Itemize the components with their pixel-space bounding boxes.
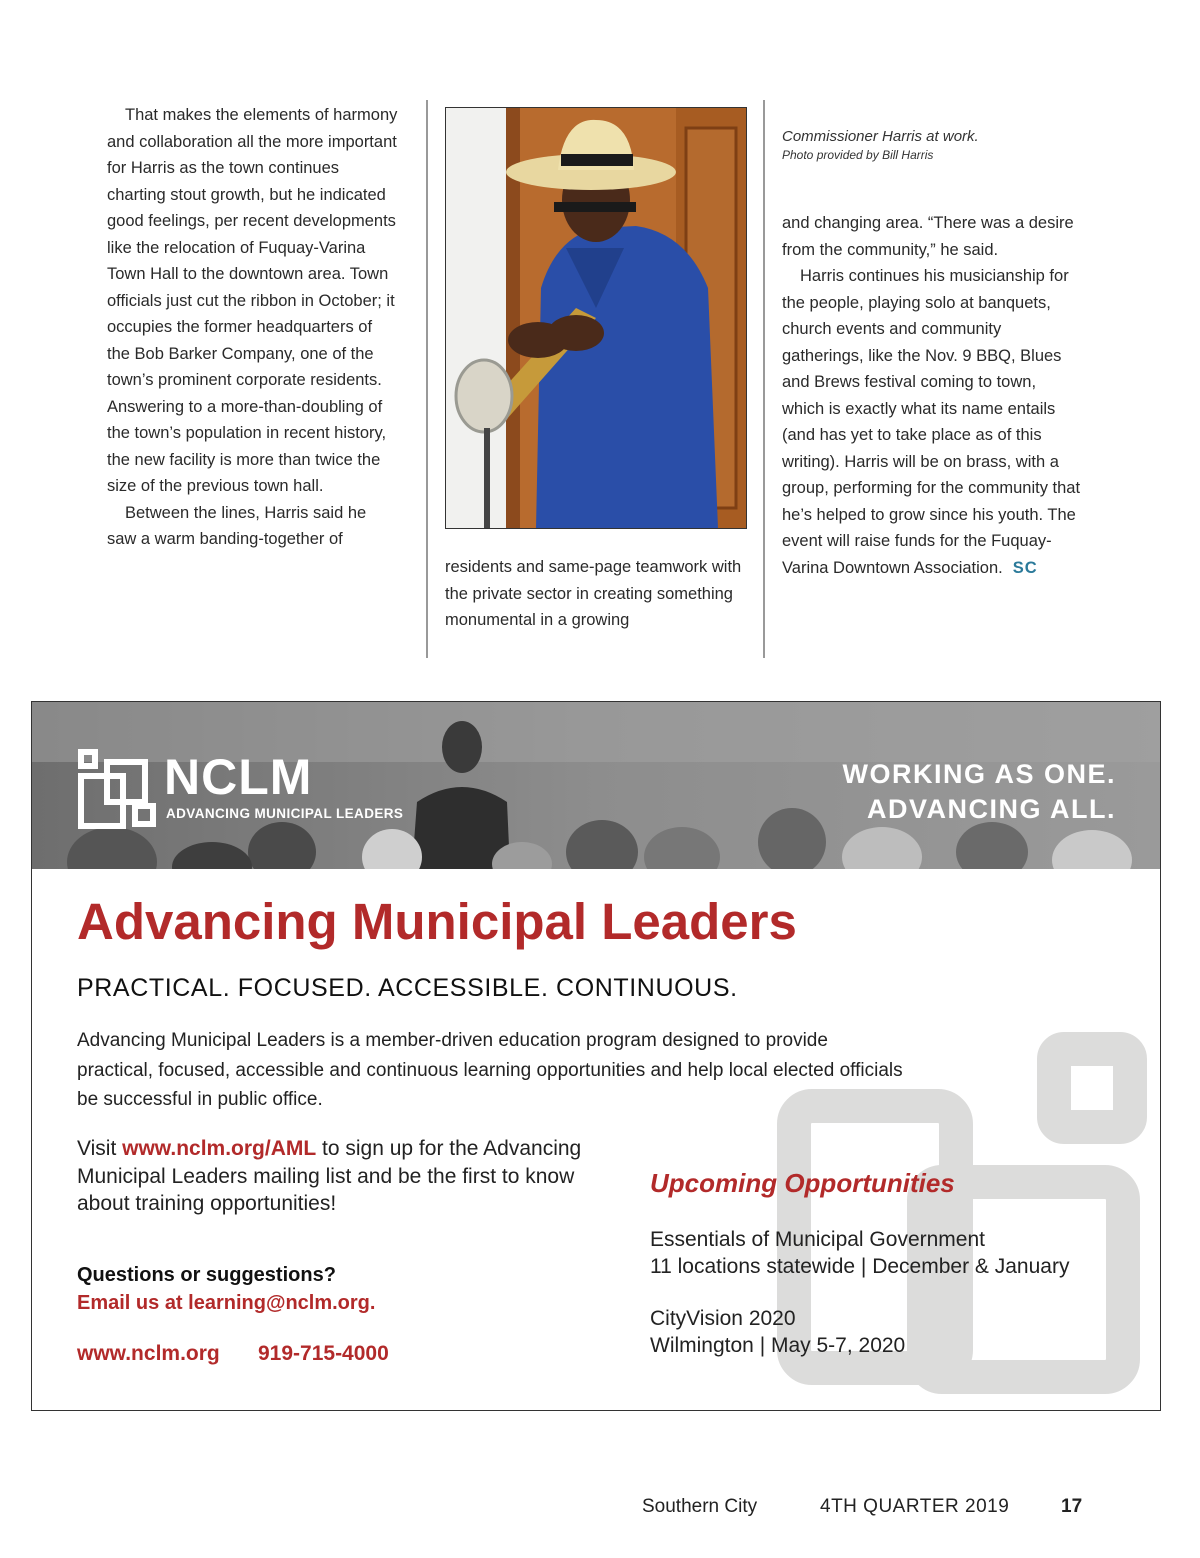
nclm-logo-text: NCLM: [164, 749, 313, 805]
phone-number: 919-715-4000: [258, 1342, 389, 1365]
website-link[interactable]: www.nclm.org: [77, 1342, 220, 1365]
footer-issue: 4TH QUARTER 2019: [820, 1496, 1010, 1517]
article-text: Harris continues his musicianship for the people, playing solo at banquets, church events and community gatherings, like the Nov. 9 BBQ, Blues and Brews festival coming to town, which is exactly what its name entails (and has yet to take place as of this writing). Harris will be on brass, with a group, performing for the community that he’s helped to grow since his youth. The event will raise funds for the Fuquay-Varina Downtown Association.: [782, 267, 1081, 577]
article-column-2: [445, 554, 745, 634]
nclm-advertisement: [31, 701, 1161, 1411]
page-number: 17: [1061, 1496, 1083, 1517]
article-photo: [445, 107, 747, 529]
event-item: [650, 1306, 905, 1359]
aml-link[interactable]: www.nclm.org/AML: [122, 1137, 317, 1160]
event-name: Essentials of Municipal Government: [650, 1228, 985, 1251]
nclm-logo-icon: [77, 748, 163, 834]
article-paragraph: That makes the elements of harmony and collaboration all the more important for Harris as the town continues charting stout growth, but he indicated good feelings, per recent developments like the relocation of Fuquay-Varina Town Hall to the downtown area. Town officials just cut the ribbon in October; it occupies the former headquarters of the Bob Barker Company, one of the town’s prominent corporate residents. Answering to a more-than-doubling of the town’s population in recent history, the new facility is more than twice the size of the previous town hall.: [107, 106, 398, 495]
visit-prefix: Visit: [77, 1137, 123, 1160]
questions-heading: Questions or suggestions?: [77, 1264, 336, 1286]
event-name: CityVision 2020: [650, 1307, 796, 1330]
column-rule: [426, 100, 428, 658]
email-link[interactable]: Email us at learning@nclm.org.: [77, 1292, 376, 1314]
trumpet-player-illustration: [446, 108, 746, 528]
caption-text: Commissioner Harris at work.: [782, 128, 979, 145]
article-paragraph: residents and same-page teamwork with the private sector in creating something monumental in a growing: [445, 558, 742, 629]
article-paragraph: Between the lines, Harris said he saw a warm banding-together of: [107, 503, 367, 548]
event-detail: Wilmington | May 5-7, 2020: [650, 1333, 906, 1357]
article-signoff: SC: [1012, 558, 1038, 577]
article-paragraph: and changing area. “There was a desire from the community,” he said.: [782, 214, 1074, 259]
article-paragraph: [782, 263, 1082, 581]
event-detail: 11 locations statewide | December & January: [650, 1254, 1070, 1278]
photo-credit: Photo provided by Bill Harris: [782, 148, 934, 162]
ad-banner: [32, 702, 1160, 869]
footer-publication: Southern City: [642, 1496, 758, 1517]
ad-description: Advancing Municipal Leaders is a member-driven education program designed to provide practical, focused, accessible and continuous learning opportunities and help local elected officials be successful in public office.: [77, 1030, 903, 1110]
banner-tagline-1: WORKING AS ONE.: [842, 759, 1116, 789]
event-item: [650, 1227, 1069, 1280]
photo-caption: [782, 127, 1082, 163]
column-rule: [763, 100, 765, 658]
ad-title: Advancing Municipal Leaders: [77, 893, 797, 950]
upcoming-opportunities-heading: Upcoming Opportunities: [650, 1168, 955, 1198]
article-column-1: [107, 102, 399, 553]
ad-subtitle: PRACTICAL. FOCUSED. ACCESSIBLE. CONTINUOUS.: [77, 974, 738, 1002]
banner-tagline-2: ADVANCING ALL.: [867, 794, 1116, 824]
article-column-3: [782, 210, 1082, 581]
visit-suffix: to sign up for the Advancing Municipal Leaders mailing list and be the first to know about training opportunities!: [77, 1137, 582, 1215]
nclm-logo-subtitle: ADVANCING MUNICIPAL LEADERS: [166, 806, 404, 821]
ad-visit-text: [77, 1135, 597, 1218]
